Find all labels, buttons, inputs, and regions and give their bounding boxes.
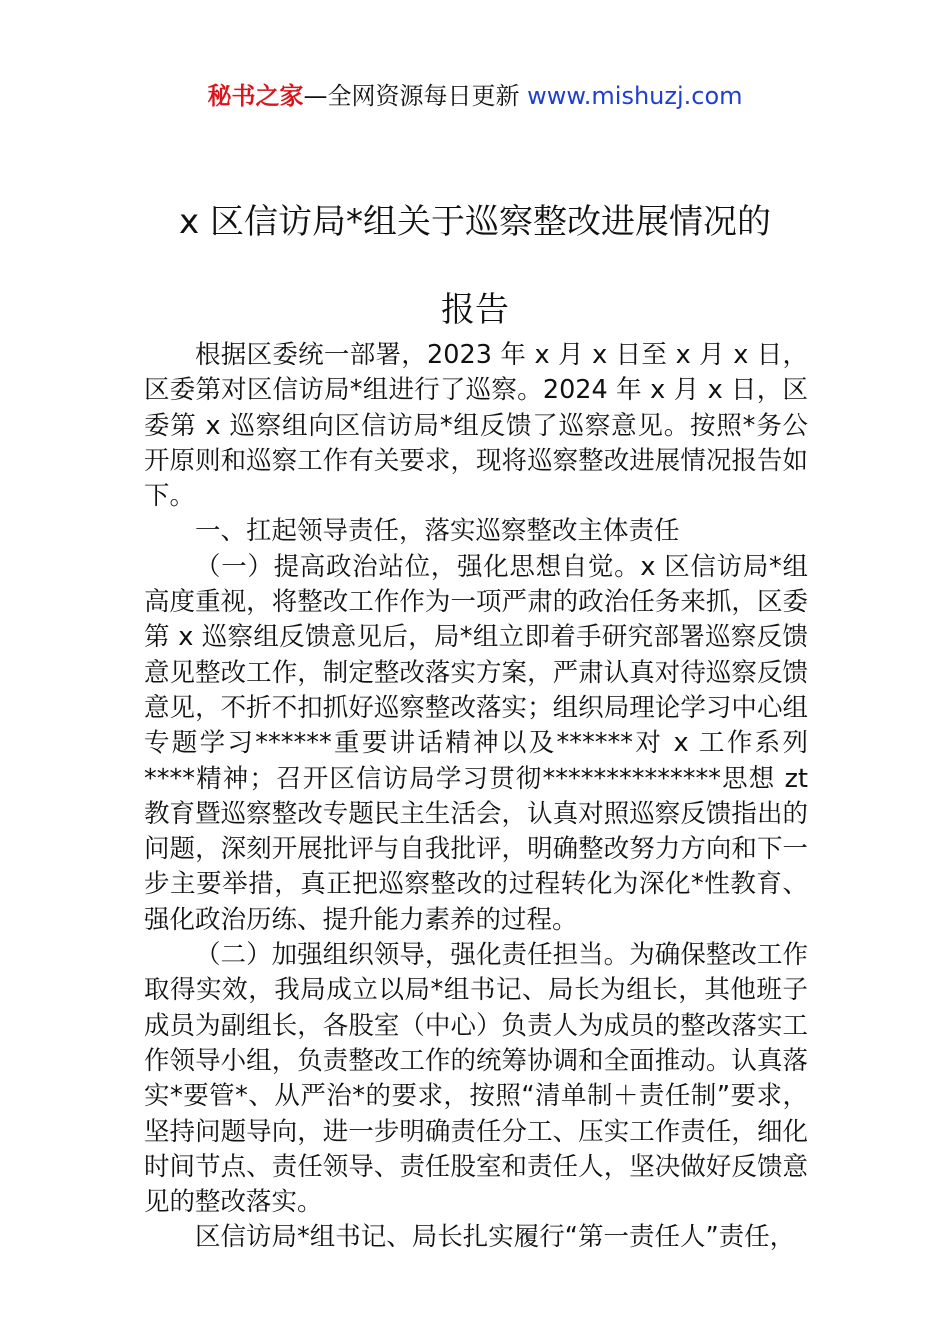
paragraph-intro: 根据区委统一部署，2023 年 x 月 x 日至 x 月 x 日，区委第对区信访局*组进行了巡察。2024 年 x 月 x 日，区委第 x 巡察组向区信访局*组反馈了巡察意见。按照*务公开原则和巡察工作有关要求，现将巡察整改进展情况报告如下。 bbox=[144, 340, 808, 512]
document-title bbox=[110, 178, 840, 354]
paragraph-subsection-1: （一）提高政治站位，强化思想自觉。x 区信访局*组高度重视，将整改工作作为一项严肃的政治任务来抓，区委第 x 巡察组反馈意见后，局*组立即着手研究部署巡察反馈意见整改工作，制定整改落实方案，严肃认真对待巡察反馈意见，不折不扣抓好巡察整改落实；组织局理论学习中心组专题学习******重要讲话精神以及******对 x 工作系列****精神；召开区信访局学习贯彻**************思想 zt 教育暨巡察整改专题民主生活会，认真对照巡察反馈指出的问题，深刻开展批评与自我批评，明确整改努力方向和下一步主要举措，真正把巡察整改的过程转化为深化*性教育、强化政治历练、提升能力素养的过程。 bbox=[144, 551, 808, 935]
document-body bbox=[144, 338, 808, 1256]
paragraph-continued: 区信访局*组书记、局长扎实履行“第一责任人”责任， bbox=[195, 1222, 796, 1253]
section-heading-1: 一、扛起领导责任，落实巡察整改主体责任 bbox=[195, 516, 680, 547]
title-line-2: 报告 bbox=[441, 290, 509, 330]
brand-name: 秘书之家 bbox=[207, 82, 304, 110]
title-line-1: x 区信访局*组关于巡察整改进展情况的 bbox=[179, 202, 771, 242]
paragraph-subsection-2: （二）加强组织领导，强化责任担当。为确保整改工作取得实效，我局成立以局*组书记、局长为组长，其他班子成员为副组长，各股室（中心）负责人为成员的整改落实工作领导小组，负责整改工作的统筹协调和全面推动。认真落实*要管*、从严治*的要求，按照“清单制＋责任制”要求，坚持问题导向，进一步明确责任分工、压实工作责任，细化时间节点、责任领导、责任股室和责任人，坚决做好反馈意见的整改落实。 bbox=[144, 940, 808, 1218]
site-url[interactable]: www.mishuzj.com bbox=[527, 82, 743, 110]
site-header bbox=[0, 80, 950, 112]
header-tagline: —全网资源每日更新 bbox=[303, 82, 528, 110]
